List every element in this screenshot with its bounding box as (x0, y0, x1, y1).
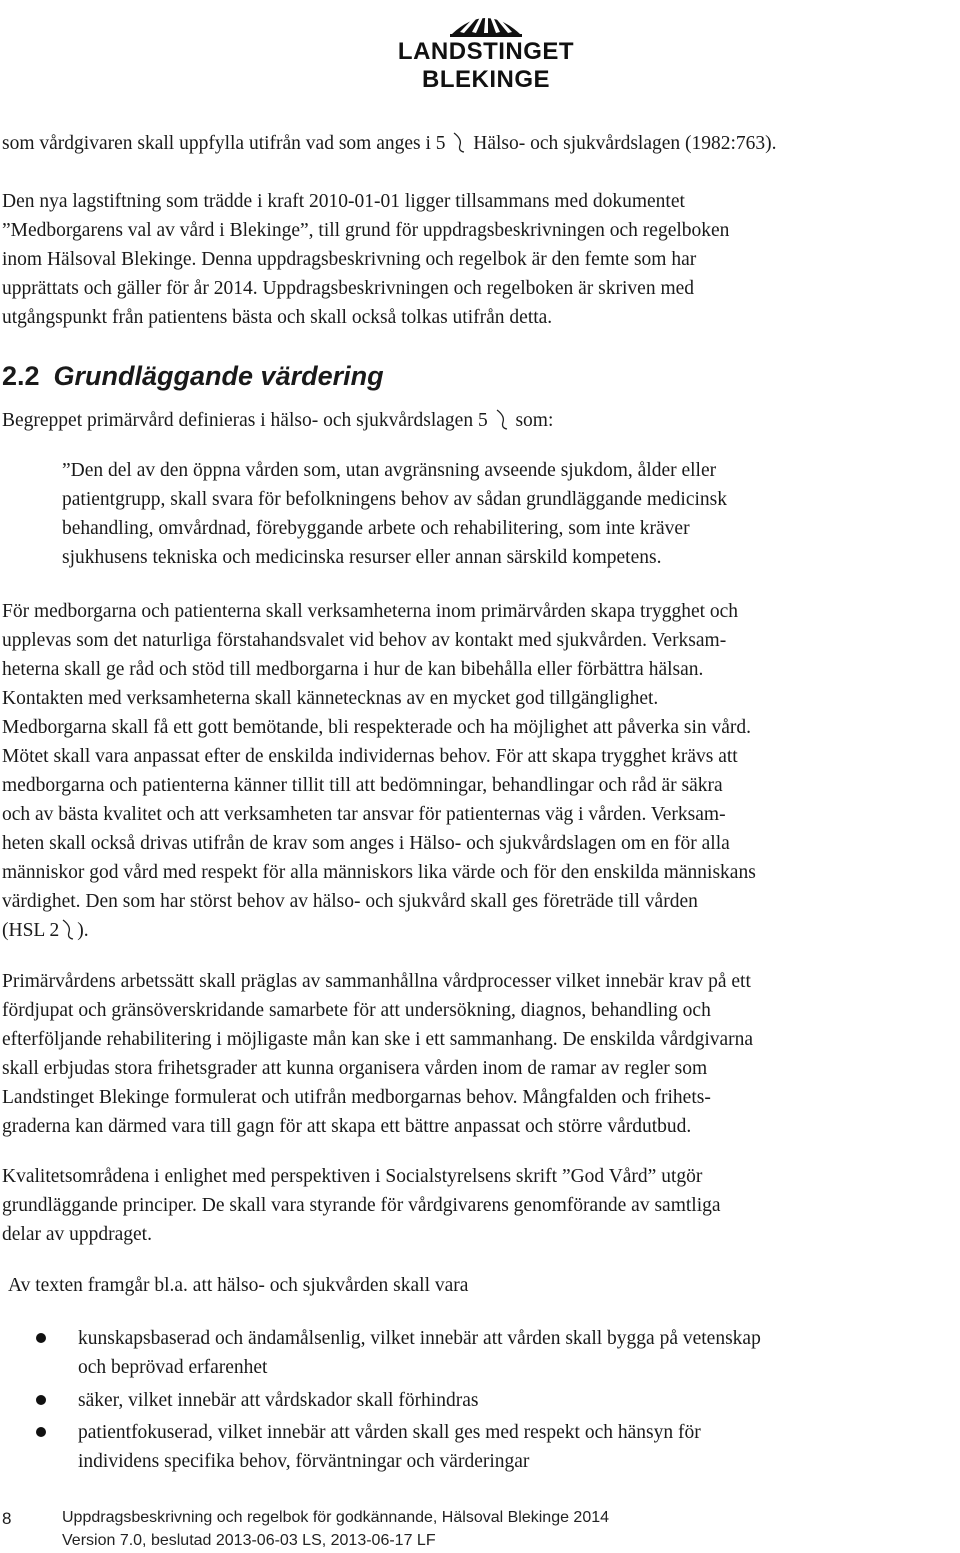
paragraph-line: graderna kan därmed vara till gagn för att skapa ett bättre anpassat och större vårdutbud. (2, 1116, 692, 1137)
paragraph-line: ”Medborgarens val av vård i Blekinge”, till grund för uppdragsbeskrivningen och regelboken (2, 220, 730, 241)
section-sign-icon (61, 918, 75, 940)
paragraph-line: Kontakten med verksamheterna skall kännetecknas av en mycket god tillgänglighet. (2, 688, 659, 709)
paragraph-line: Medborgarna skall få ett gott bemötande, bli respekterade och ha möjlighet att påverka sin vård. (2, 717, 752, 738)
page-number: 8 (2, 1509, 12, 1528)
paragraph-line: och av bästa kvalitet och att verksamheten tar ansvar för patienternas väg i vården. Verksam- (2, 804, 726, 825)
list-item-cont: och beprövad erfarenhet (78, 1357, 268, 1378)
section-sign-icon (495, 408, 509, 430)
paragraph-line: Kvalitetsområdena i enlighet med perspektiven i Socialstyrelsens skrift ”God Vård” utgör (2, 1166, 703, 1187)
landstinget-emblem-icon (358, 6, 614, 40)
paragraph-line: heten skall också drivas utifrån de krav som anges i Hälso- och sjukvårdslagen om en för alla (2, 833, 730, 854)
bullet-dot (36, 1395, 46, 1405)
quote-line: behandling, omvårdnad, förebyggande arbete och rehabilitering, som inte kräver (62, 518, 690, 539)
intro-line (2, 129, 777, 158)
section-intro-a: Begreppet primärvård definieras i hälso- och sjukvårdslagen 5 (2, 410, 488, 431)
paragraph-line: grundläggande principer. De skall vara styrande för vårdgivarens genomförande av samtliga (2, 1195, 721, 1216)
paragraph-line: upplevas som det naturliga förstahandsvalet vid behov av kontakt med sjukvården. Verksam- (2, 630, 727, 651)
paragraph-line: fördjupat och gränsöverskridande samarbete för att undersökning, diagnos, behandling och (2, 1000, 711, 1021)
list-item: patientfokuserad, vilket innebär att vården skall ges med respekt och hänsyn för (78, 1422, 701, 1443)
section-number: 2.2 (2, 361, 40, 391)
section-intro-b: som: (515, 410, 554, 431)
list-item-cont: individens specifika behov, förväntningar och värderingar (78, 1451, 530, 1472)
paragraph-5: Av texten framgår bl.a. att hälso- och sjukvården skall vara (8, 1275, 469, 1296)
paragraph-line: inom Hälsoval Blekinge. Denna uppdragsbeskrivning och regelbok är den femte som har (2, 249, 697, 270)
quote-line: patientgrupp, skall svara för befolkningens behov av sådan grundläggande medicinsk (62, 489, 727, 510)
quote-line: ”Den del av den öppna vården som, utan avgränsning avseende sjukdom, ålder eller (62, 460, 717, 481)
paragraph-line: upprättats och gäller för år 2014. Uppdragsbeskrivningen och regelboken är skriven med (2, 278, 695, 299)
quote-line: sjukhusens tekniska och medicinska resurser eller annan särskild kompetens. (62, 547, 662, 568)
paragraph-line: heterna skall ge råd och stöd till medborgarna i hur de kan bibehålla eller förbättra hälsan. (2, 659, 704, 680)
paragraph-line: För medborgarna och patienterna skall verksamheterna inom primärvården skapa trygghet och (2, 601, 739, 622)
paragraph-line-last (2, 916, 89, 945)
paragraph-line: människor god vård med respekt för alla människors lika värde och för den enskilda människans (2, 862, 756, 883)
paragraph-line: Primärvårdens arbetssätt skall präglas av sammanhållna vårdprocesser vilket innebär krav på ett (2, 971, 751, 992)
bullet-dot (36, 1333, 46, 1343)
paragraph-line: Mötet skall vara anpassat efter de enskilda individernas behov. För att skapa trygghet krävs att (2, 746, 738, 767)
list-item: säker, vilket innebär att vårdskador skall förhindras (78, 1390, 479, 1411)
intro-text-b: Hälso- och sjukvårdslagen (1982:763). (473, 133, 777, 154)
bullet-dot (36, 1427, 46, 1437)
footer-version: Version 7.0, beslutad 2013-06-03 LS, 2013-06-17 LF (62, 1532, 436, 1549)
paragraph-line: Den nya lagstiftning som trädde i kraft 2010-01-01 ligger tillsammans med dokumentet (2, 191, 685, 212)
section-sign-icon (452, 131, 466, 153)
section-title: Grundläggande värdering (53, 361, 384, 391)
paragraph-line: efterföljande rehabilitering i möjligaste mån kan ske i ett sammanhang. De enskilda vårdgivarna (2, 1029, 754, 1050)
paragraph-line: delar av uppdraget. (2, 1224, 152, 1245)
section-intro (2, 406, 553, 435)
footer-title: Uppdragsbeskrivning och regelbok för godkännande, Hälsoval Blekinge 2014 (62, 1509, 610, 1526)
logo-text: LANDSTINGET BLEKINGE (397, 38, 575, 93)
intro-text-a: som vårdgivaren skall uppfylla utifrån vad som anges i 5 (2, 133, 446, 154)
section-heading (2, 359, 384, 393)
paragraph-line: värdighet. Den som har störst behov av hälso- och sjukvård skall ges företräde till vården (2, 891, 698, 912)
list-item: kunskapsbaserad och ändamålsenlig, vilket innebär att vården skall bygga på vetenskap (78, 1328, 761, 1349)
paragraph-line: utgångspunkt från patientens bästa och skall också tolkas utifrån detta. (2, 307, 553, 328)
paragraph-line: medborgarna och patienterna känner tillit till att bedömningar, behandlingar och råd är säkra (2, 775, 723, 796)
paragraph-line: Landstinget Blekinge formulerat och utifrån medborgarnas behov. Mångfalden och frihets- (2, 1087, 711, 1108)
hsl-ref-a: (HSL 2 (2, 920, 60, 941)
paragraph-line: skall erbjudas stora frihetsgrader att kunna organisera vården inom de ramar av regler som (2, 1058, 708, 1079)
hsl-ref-b: ). (77, 920, 89, 941)
